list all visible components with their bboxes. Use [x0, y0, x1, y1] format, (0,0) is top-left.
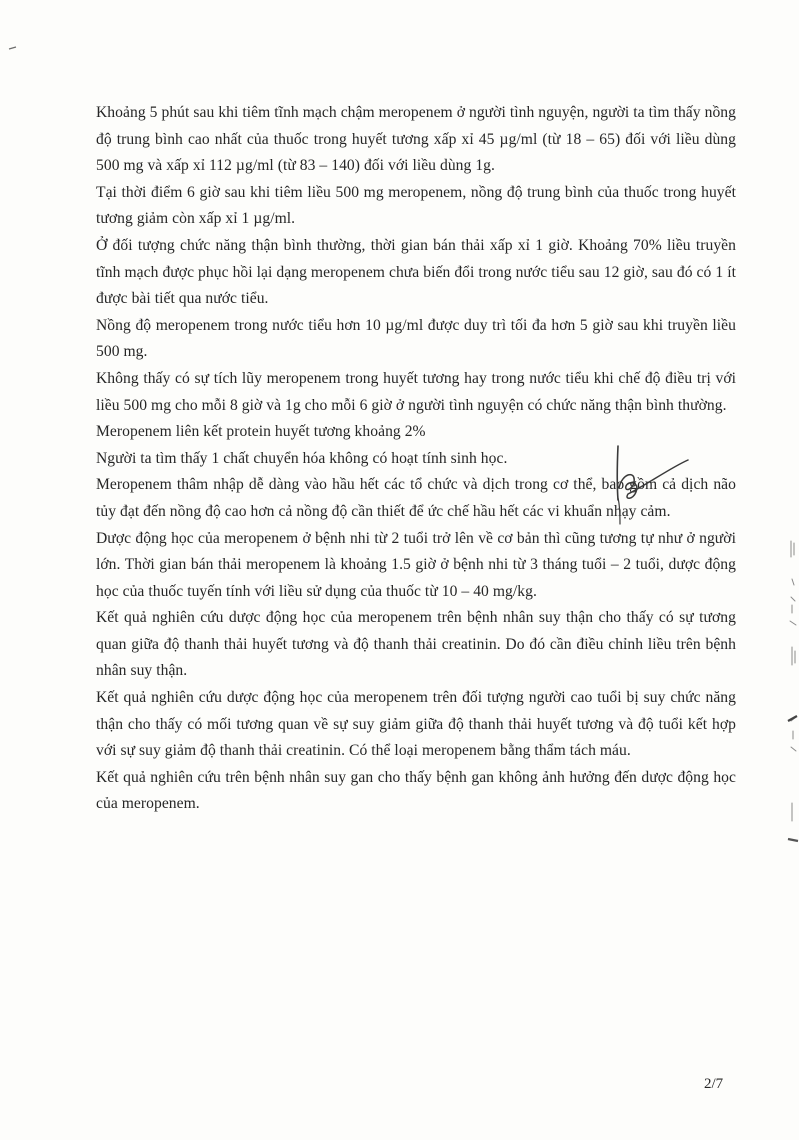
paragraph-pediatrics: Dược động học của meropenem ở bệnh nhi từ 2 tuổi trở lên về cơ bản thì cũng tương tự như ở người lớn. Thời gian bán thải meropenem là khoảng 1.5 giờ ở bệnh nhi từ 3 tháng tuổi – 2 tuổi, dược động học của thuốc tuyến tính với liều sử dụng của thuốc từ 10 – 40 mg/kg. — [96, 529, 736, 600]
paragraph-peak-concentration: Khoảng 5 phút sau khi tiêm tĩnh mạch chậm meropenem ở người tình nguyện, người ta tìm thấy nồng độ trung bình cao nhất của thuốc trong huyết tương xấp xỉ 45 µg/ml (từ 18 – 65) đối với liều dùng 500 mg và xấp xỉ 112 µg/ml (từ 83 – 140) đối với liều dùng 1g. — [96, 104, 736, 175]
paragraph-urine-concentration: Nồng độ meropenem trong nước tiểu hơn 10 µg/ml được duy trì tối đa hơn 5 giờ sau khi truyền liều 500 mg. — [96, 316, 736, 361]
handwritten-signature — [598, 438, 698, 538]
paragraph-renal-impairment: Kết quả nghiên cứu dược động học của meropenem trên bệnh nhân suy thận cho thấy có sự tương quan giữa độ thanh thải huyết tương và độ thanh thải creatinin. Do đó cần điều chỉnh liều trên bệnh nhân suy thận. — [96, 609, 736, 680]
paragraph-accumulation: Không thấy có sự tích lũy meropenem trong huyết tương hay trong nước tiểu khi chế độ điều trị với liều 500 mg cho mỗi 8 giờ và 1g cho mỗi 6 giờ ở người tình nguyện có chức năng thận bình thường. — [96, 369, 736, 414]
page-number: 2/7 — [704, 1076, 724, 1092]
paragraph-hepatic-impairment: Kết quả nghiên cứu trên bệnh nhân suy gan cho thấy bệnh gan không ảnh hưởng đến dược động học của meropenem. — [96, 768, 736, 813]
paragraph-half-life: Ở đối tượng chức năng thận bình thường, thời gian bán thải xấp xỉ 1 giờ. Khoảng 70% liều truyền tĩnh mạch được phục hồi lại dạng meropenem chưa biến đổi trong nước tiểu sau 12 giờ, sau đó có 1 ít được bài tiết qua nước tiểu. — [96, 236, 736, 308]
paragraph-six-hour-concentration: Tại thời điểm 6 giờ sau khi tiêm liều 500 mg meropenem, nồng độ trung bình của thuốc trong huyết tương giảm còn xấp xỉ 1 µg/ml. — [96, 183, 736, 228]
scan-speck — [8, 45, 18, 51]
paragraph-elderly: Kết quả nghiên cứu dược động học của meropenem trên đối tượng người cao tuổi bị suy chức năng thận cho thấy có mối tương quan về sự suy giảm giữa độ thanh thải huyết tương và độ tuổi kết hợp với sự suy giảm độ thanh thải creatinin. Có thể loại meropenem bằng thẩm tách máu. — [96, 689, 736, 760]
paragraph-protein-binding: Meropenem liên kết protein huyết tương khoảng 2% — [96, 423, 426, 441]
paragraph-tissue-penetration: Meropenem thâm nhập dễ dàng vào hầu hết các tổ chức và dịch trong cơ thể, bao gồm cả dịch não tủy đạt đến nồng độ cao hơn cả nồng độ cần thiết để ức chế hầu hết các vi khuẩn nhạy cảm. — [96, 476, 736, 520]
paragraph-metabolite: Người ta tìm thấy 1 chất chuyển hóa không có hoạt tính sinh học. — [96, 449, 508, 467]
scan-edge-marks — [782, 535, 799, 855]
